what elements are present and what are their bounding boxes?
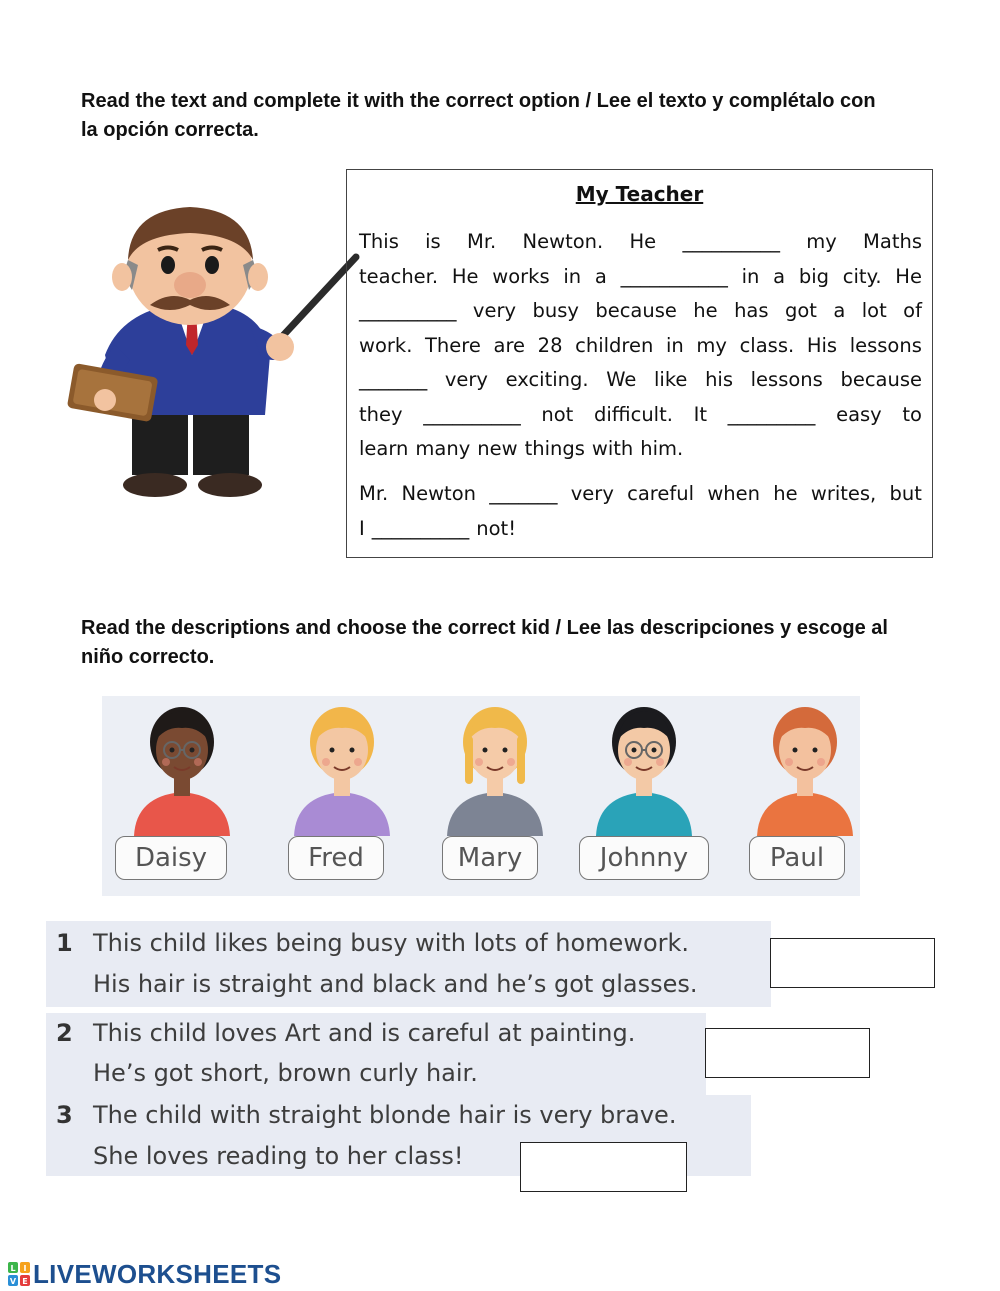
word: my	[696, 333, 727, 357]
logo-badge-letter-4: E	[22, 1277, 28, 1286]
blank-field[interactable]: __________	[423, 402, 521, 426]
word: He	[895, 264, 922, 288]
word: Newton.	[522, 230, 604, 253]
question-3-line-1: The child with straight blonde hair is very brave.	[93, 1101, 677, 1129]
kid-portrait	[272, 696, 412, 836]
word: lessons	[750, 368, 823, 391]
word: not!	[476, 516, 517, 540]
logo-badge-letter-1: L	[10, 1264, 16, 1273]
name-tag-johnny: Johnny	[579, 836, 709, 880]
instruction-part2: Read the descriptions and choose the correct kid / Lee las descripciones y escoge al niño correcto.	[81, 617, 888, 668]
question-2-line-2: He’s got short, brown curly hair.	[93, 1059, 478, 1087]
p1-line	[359, 329, 922, 364]
word: in	[666, 333, 684, 357]
word: writes,	[810, 482, 877, 505]
word: lessons	[849, 333, 922, 357]
answer-box-1[interactable]	[770, 938, 935, 988]
word: very	[570, 482, 614, 505]
word: class.	[739, 333, 795, 357]
question-2	[46, 1013, 706, 1095]
logo-badge-icon	[8, 1262, 30, 1286]
logo-badge-letter-2: I	[23, 1264, 27, 1273]
kid-daisy	[112, 696, 252, 896]
word: his	[705, 368, 733, 391]
question-3-line-2: She loves reading to her class!	[93, 1142, 464, 1170]
word: they	[359, 402, 403, 426]
paragraph-2	[359, 477, 922, 546]
word: careful	[627, 482, 695, 505]
word: because	[840, 368, 922, 391]
logo-text: LIVEWORKSHEETS	[33, 1258, 282, 1289]
word: to	[902, 402, 922, 426]
word: got	[784, 299, 817, 322]
blank-field[interactable]: __________	[682, 230, 780, 253]
p1-line	[359, 363, 922, 398]
question-1	[46, 921, 771, 1007]
word: children	[575, 333, 654, 357]
text-box-title: My Teacher	[575, 182, 704, 206]
word: with	[591, 437, 634, 460]
question-1-line-1: This child likes being busy with lots of homework.	[93, 929, 690, 957]
word: Maths	[863, 230, 922, 253]
word: works	[492, 264, 550, 288]
word: This	[359, 230, 399, 253]
word: busy	[532, 299, 579, 322]
word: I	[359, 516, 365, 540]
name-tag-mary: Mary	[442, 836, 538, 880]
word: We	[606, 368, 637, 391]
word: him.	[640, 437, 684, 460]
text-box	[346, 169, 933, 558]
word: work.	[359, 333, 413, 357]
word: when	[707, 482, 760, 505]
kid-johnny	[574, 696, 714, 896]
blank-field[interactable]: ___________	[620, 264, 728, 288]
word: because	[595, 299, 677, 322]
blank-field[interactable]: __________	[371, 516, 470, 540]
word: is	[425, 230, 441, 253]
word: lot	[861, 299, 887, 322]
word: He	[629, 230, 657, 253]
kid-portrait	[425, 696, 565, 836]
kid-fred	[272, 696, 412, 896]
word: teacher.	[359, 264, 439, 288]
word: are	[493, 333, 526, 357]
name-tag-daisy: Daisy	[115, 836, 227, 880]
word: very	[444, 368, 488, 391]
word: in	[741, 264, 760, 288]
name-tag-paul: Paul	[749, 836, 845, 880]
word: His	[806, 333, 838, 357]
word: has	[734, 299, 769, 322]
name-tag-fred: Fred	[288, 836, 384, 880]
word: many	[415, 437, 471, 460]
word: new	[477, 437, 518, 460]
word: in	[563, 264, 582, 288]
word: a	[833, 299, 846, 322]
liveworksheets-logo[interactable]	[8, 1258, 282, 1289]
question-1-line-2: His hair is straight and black and he’s got glasses.	[93, 970, 698, 998]
word: big	[798, 264, 830, 288]
word: he	[693, 299, 718, 322]
kid-paul	[735, 696, 875, 896]
kid-portrait	[735, 696, 875, 836]
word: like	[654, 368, 688, 391]
word: It	[693, 402, 708, 426]
word: Newton	[401, 482, 476, 505]
question-1-number: 1	[56, 929, 73, 957]
word: my	[806, 230, 837, 253]
word: not	[541, 402, 574, 426]
p1-line	[359, 432, 922, 467]
word: a	[773, 264, 786, 288]
word: city.	[842, 264, 882, 288]
word: things	[524, 437, 585, 460]
kid-portrait	[574, 696, 714, 836]
kid-portrait	[112, 696, 252, 836]
answer-box-2[interactable]	[705, 1028, 870, 1078]
kids-picture	[102, 696, 860, 896]
word: exciting.	[505, 368, 589, 391]
word: very	[472, 299, 517, 322]
word: He	[451, 264, 479, 288]
teacher-illustration	[60, 205, 370, 515]
blank-field[interactable]: _________	[727, 402, 816, 426]
word: Mr.	[467, 230, 497, 253]
word: easy	[836, 402, 882, 426]
question-3-number: 3	[56, 1101, 73, 1129]
p1-line	[359, 294, 922, 329]
word: 28	[537, 333, 563, 357]
kid-mary	[425, 696, 565, 896]
p2-line	[359, 512, 922, 547]
logo-badge-letter-3: V	[9, 1277, 17, 1286]
blank-field[interactable]: __________	[359, 299, 457, 322]
word: Mr.	[359, 482, 389, 505]
p1-line	[359, 398, 922, 433]
answer-box-3[interactable]	[520, 1142, 687, 1192]
p1-line	[359, 225, 922, 260]
question-2-line-1: This child loves Art and is careful at painting.	[93, 1019, 636, 1047]
word: he	[773, 482, 798, 505]
p2-line	[359, 477, 922, 512]
paragraph-1	[359, 225, 922, 467]
word: There	[425, 333, 481, 357]
instruction-part1: Read the text and complete it with the correct option / Lee el texto y complétalo con la opción correcta.	[81, 90, 876, 141]
word: learn	[359, 437, 409, 460]
blank-field[interactable]: _______	[489, 482, 558, 505]
blank-field[interactable]: _______	[359, 368, 428, 391]
question-2-number: 2	[56, 1019, 73, 1047]
word: difficult.	[593, 402, 673, 426]
p1-line	[359, 260, 922, 295]
word: a	[594, 264, 607, 288]
word: but	[889, 482, 922, 505]
word: of	[903, 299, 922, 322]
